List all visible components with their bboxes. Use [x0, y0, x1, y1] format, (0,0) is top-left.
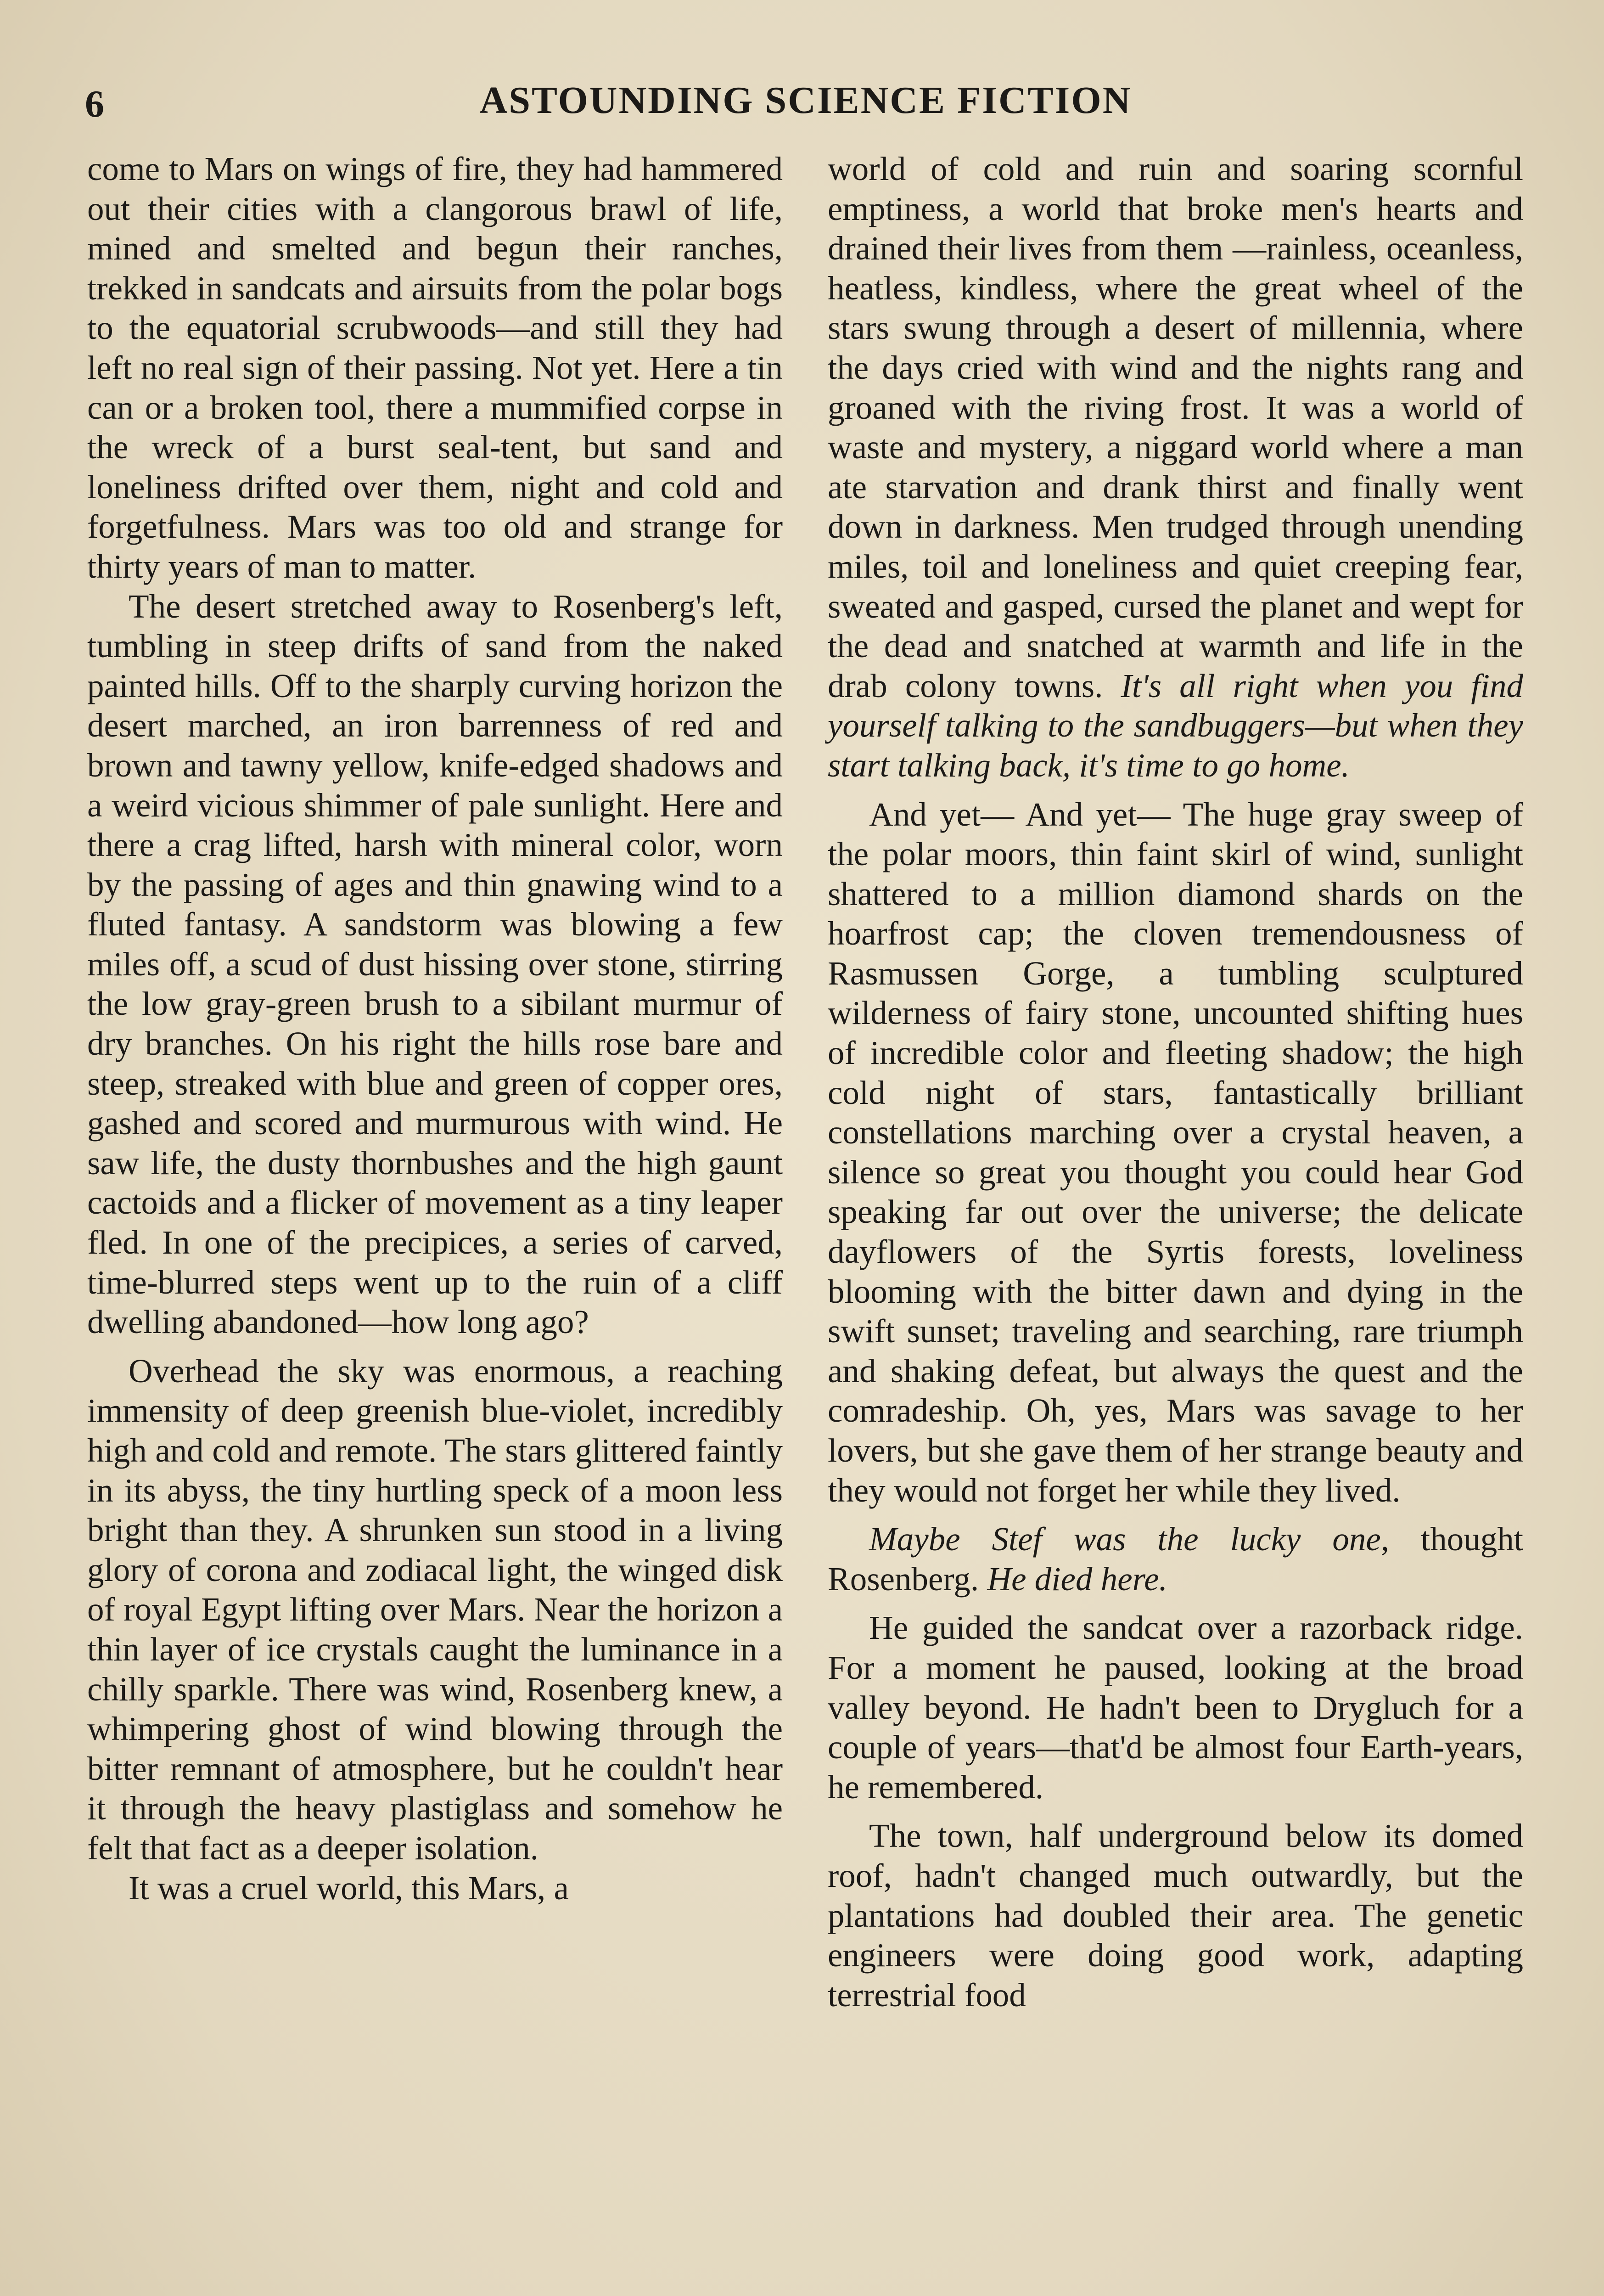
right-column [828, 149, 1523, 2296]
italic-text: Maybe Stef was the lucky one, [869, 1520, 1390, 1558]
running-title: ASTOUNDING SCIENCE FICTION [479, 79, 1132, 122]
paragraph: come to Mars on wings of fire, they had hammered out their cities with a clangorous brawl of life, mined and smelted and begun their ranches, trekked in sandcats and airsuits from the polar bogs to the equatorial scrubwoods—and still they had left no real sign of their passing. Not yet. Here a tin can or a broken tool, there a mummified corpse in the wreck of a burst seal-tent, but sand and loneliness drifted over them, night and cold and forgetfulness. Mars was too old and strange for thirty years of man to matter. [87, 150, 783, 585]
paragraph: Overhead the sky was enormous, a reaching immensity of deep greenish blue-violet, incredibly high and cold and remote. The stars glittered faintly in its abyss, the tiny hurtling speck of a moon less bright than they. A shrunken sun stood in a living glory of corona and zodiacal light, the winged disk of royal Egypt lifting over Mars. Near the horizon a thin layer of ice crystals caught the luminance in a chilly sparkle. There was wind, Rosenberg knew, a whimpering ghost of wind blowing through the bitter remnant of atmosphere, but he couldn't hear it through the heavy plastiglass and somehow he felt that fact as a deeper isolation. [87, 1352, 783, 1867]
italic-text: It's all right when you find yourself talking to the sandbuggers—but when they start talking back, it's time to go home. [828, 667, 1523, 784]
paragraph [828, 1519, 1523, 1599]
page-header [85, 78, 1526, 138]
paragraph: He guided the sandcat over a razorback ridge. For a moment he paused, looking at the broad valley beyond. He hadn't been to Drygluch for a couple of years—that'd be almost four Earth-years, he remembered. [828, 1609, 1523, 1806]
paragraph-text: thought Rosenberg. [828, 1520, 1523, 1598]
italic-text: He died here. [987, 1560, 1167, 1598]
left-column [87, 149, 783, 2296]
paragraph: The town, half underground below its domed roof, hadn't changed much outwardly, but the plantations had doubled their area. The genetic engineers were doing good work, adapting terrestrial food [828, 1817, 1523, 2014]
paragraph: The desert stretched away to Rosenberg's left, tumbling in steep drifts of sand from the naked painted hills. Off to the sharply curving horizon the desert marched, an iron barrenness of red and brown and tawny yellow, knife-edged shadows and a weird vicious shimmer of pale sunlight. Here and there a crag lifted, harsh with mineral color, worn by the passing of ages and thin gnawing wind to a fluted fantasy. A sandstorm was blowing a few miles off, a scud of dust hissing over stone, stirring the low gray-green brush to a sibilant murmur of dry branches. On his right the hills rose bare and steep, streaked with blue and green of copper ores, gashed and scored and murmurous with wind. He saw life, the dusty thornbushes and the high gaunt cactoids and a flicker of movement as a tiny leaper fled. In one of the precipices, a series of carved, time-blurred steps went up to the ruin of a cliff dwelling abandoned—how long ago? [87, 587, 783, 1341]
paragraph [828, 149, 1523, 786]
paragraph-text: world of cold and ruin and soaring scornful emptiness, a world that broke men's hearts and drained their lives from them —rainless, oceanless, heatless, kindless, where the great wheel of the stars swung through a desert of millennia, where the days cried with wind and the nights rang and groaned with the riving frost. It was a world of waste and mystery, a niggard world where a man ate starvation and drank thirst and finally went down in darkness. Men trudged through unending miles, toil and loneliness and quiet creeping fear, sweated and gasped, cursed the planet and wept for the dead and snatched at warmth and life in the drab colony towns. [828, 150, 1523, 704]
paragraph: And yet— And yet— The huge gray sweep of the polar moors, thin faint skirl of wind, sunlight shattered to a million diamond shards on the hoarfrost cap; the cloven tremendousness of Rasmussen Gorge, a tumbling sculptured wilderness of fairy stone, uncounted shifting hues of incredible color and fleeting shadow; the high cold night of stars, fantastically brilliant constellations marching over a crystal heaven, a silence so great you thought you could hear God speaking far out over the universe; the delicate dayflowers of the Syrtis forests, loveliness blooming with the bitter dawn and dying in the swift sunset; traveling and searching, rare triumph and shaking defeat, but always the quest and the comradeship. Oh, yes, Mars was savage to her lovers, but she gave them of her strange beauty and they would not forget her while they lived. [828, 795, 1523, 1509]
page-number: 6 [85, 83, 104, 125]
paragraph: It was a cruel world, this Mars, a [129, 1869, 569, 1907]
